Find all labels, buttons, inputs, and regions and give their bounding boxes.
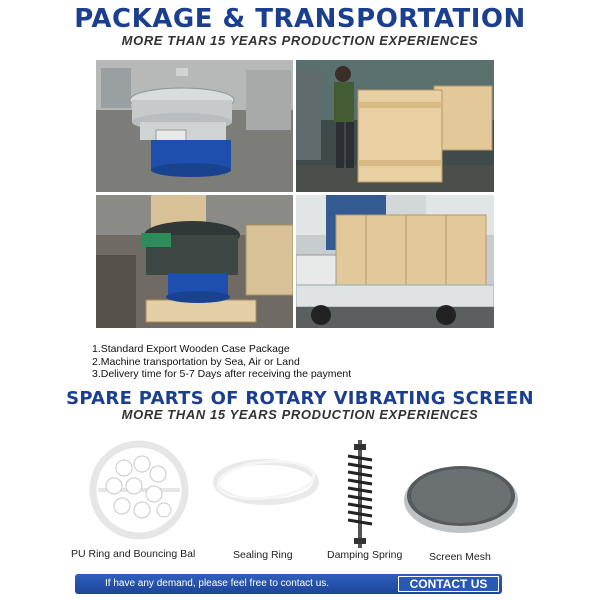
part-label: Screen Mesh (429, 551, 491, 563)
wooden-crates-photo (296, 60, 494, 192)
contact-us-button[interactable]: CONTACT US (398, 576, 499, 592)
note-item: 1.Standard Export Wooden Case Package (92, 343, 290, 355)
wrapped-machine-photo (96, 195, 293, 328)
package-title: PACKAGE & TRANSPORTATION (74, 4, 526, 34)
contact-text: If have any demand, please feel free to contact us. (105, 578, 330, 589)
screen-mesh-icon (402, 460, 520, 536)
pu-ring-balls-icon (84, 440, 194, 540)
note-item: 2.Machine transportation by Sea, Air or Land (92, 355, 300, 368)
package-notes (92, 343, 351, 381)
sealing-ring-icon (210, 452, 322, 512)
contact-bar (75, 574, 502, 594)
spare-parts-subtitle: MORE THAN 15 YEARS PRODUCTION EXPERIENCES (121, 407, 479, 422)
note-item: 3.Delivery time for 5-7 Days after receiving the payment (92, 368, 352, 380)
truck-loading-photo (296, 195, 494, 328)
machine-photo (96, 60, 293, 192)
damping-spring-icon (340, 440, 380, 548)
part-label: PU Ring and Bouncing Bal (71, 548, 196, 560)
part-label: Damping Spring (327, 549, 403, 561)
spare-parts-title: SPARE PARTS OF ROTARY VIBRATING SCREEN (66, 388, 534, 409)
part-label: Sealing Ring (233, 549, 293, 561)
package-subtitle: MORE THAN 15 YEARS PRODUCTION EXPERIENCES (121, 33, 479, 48)
